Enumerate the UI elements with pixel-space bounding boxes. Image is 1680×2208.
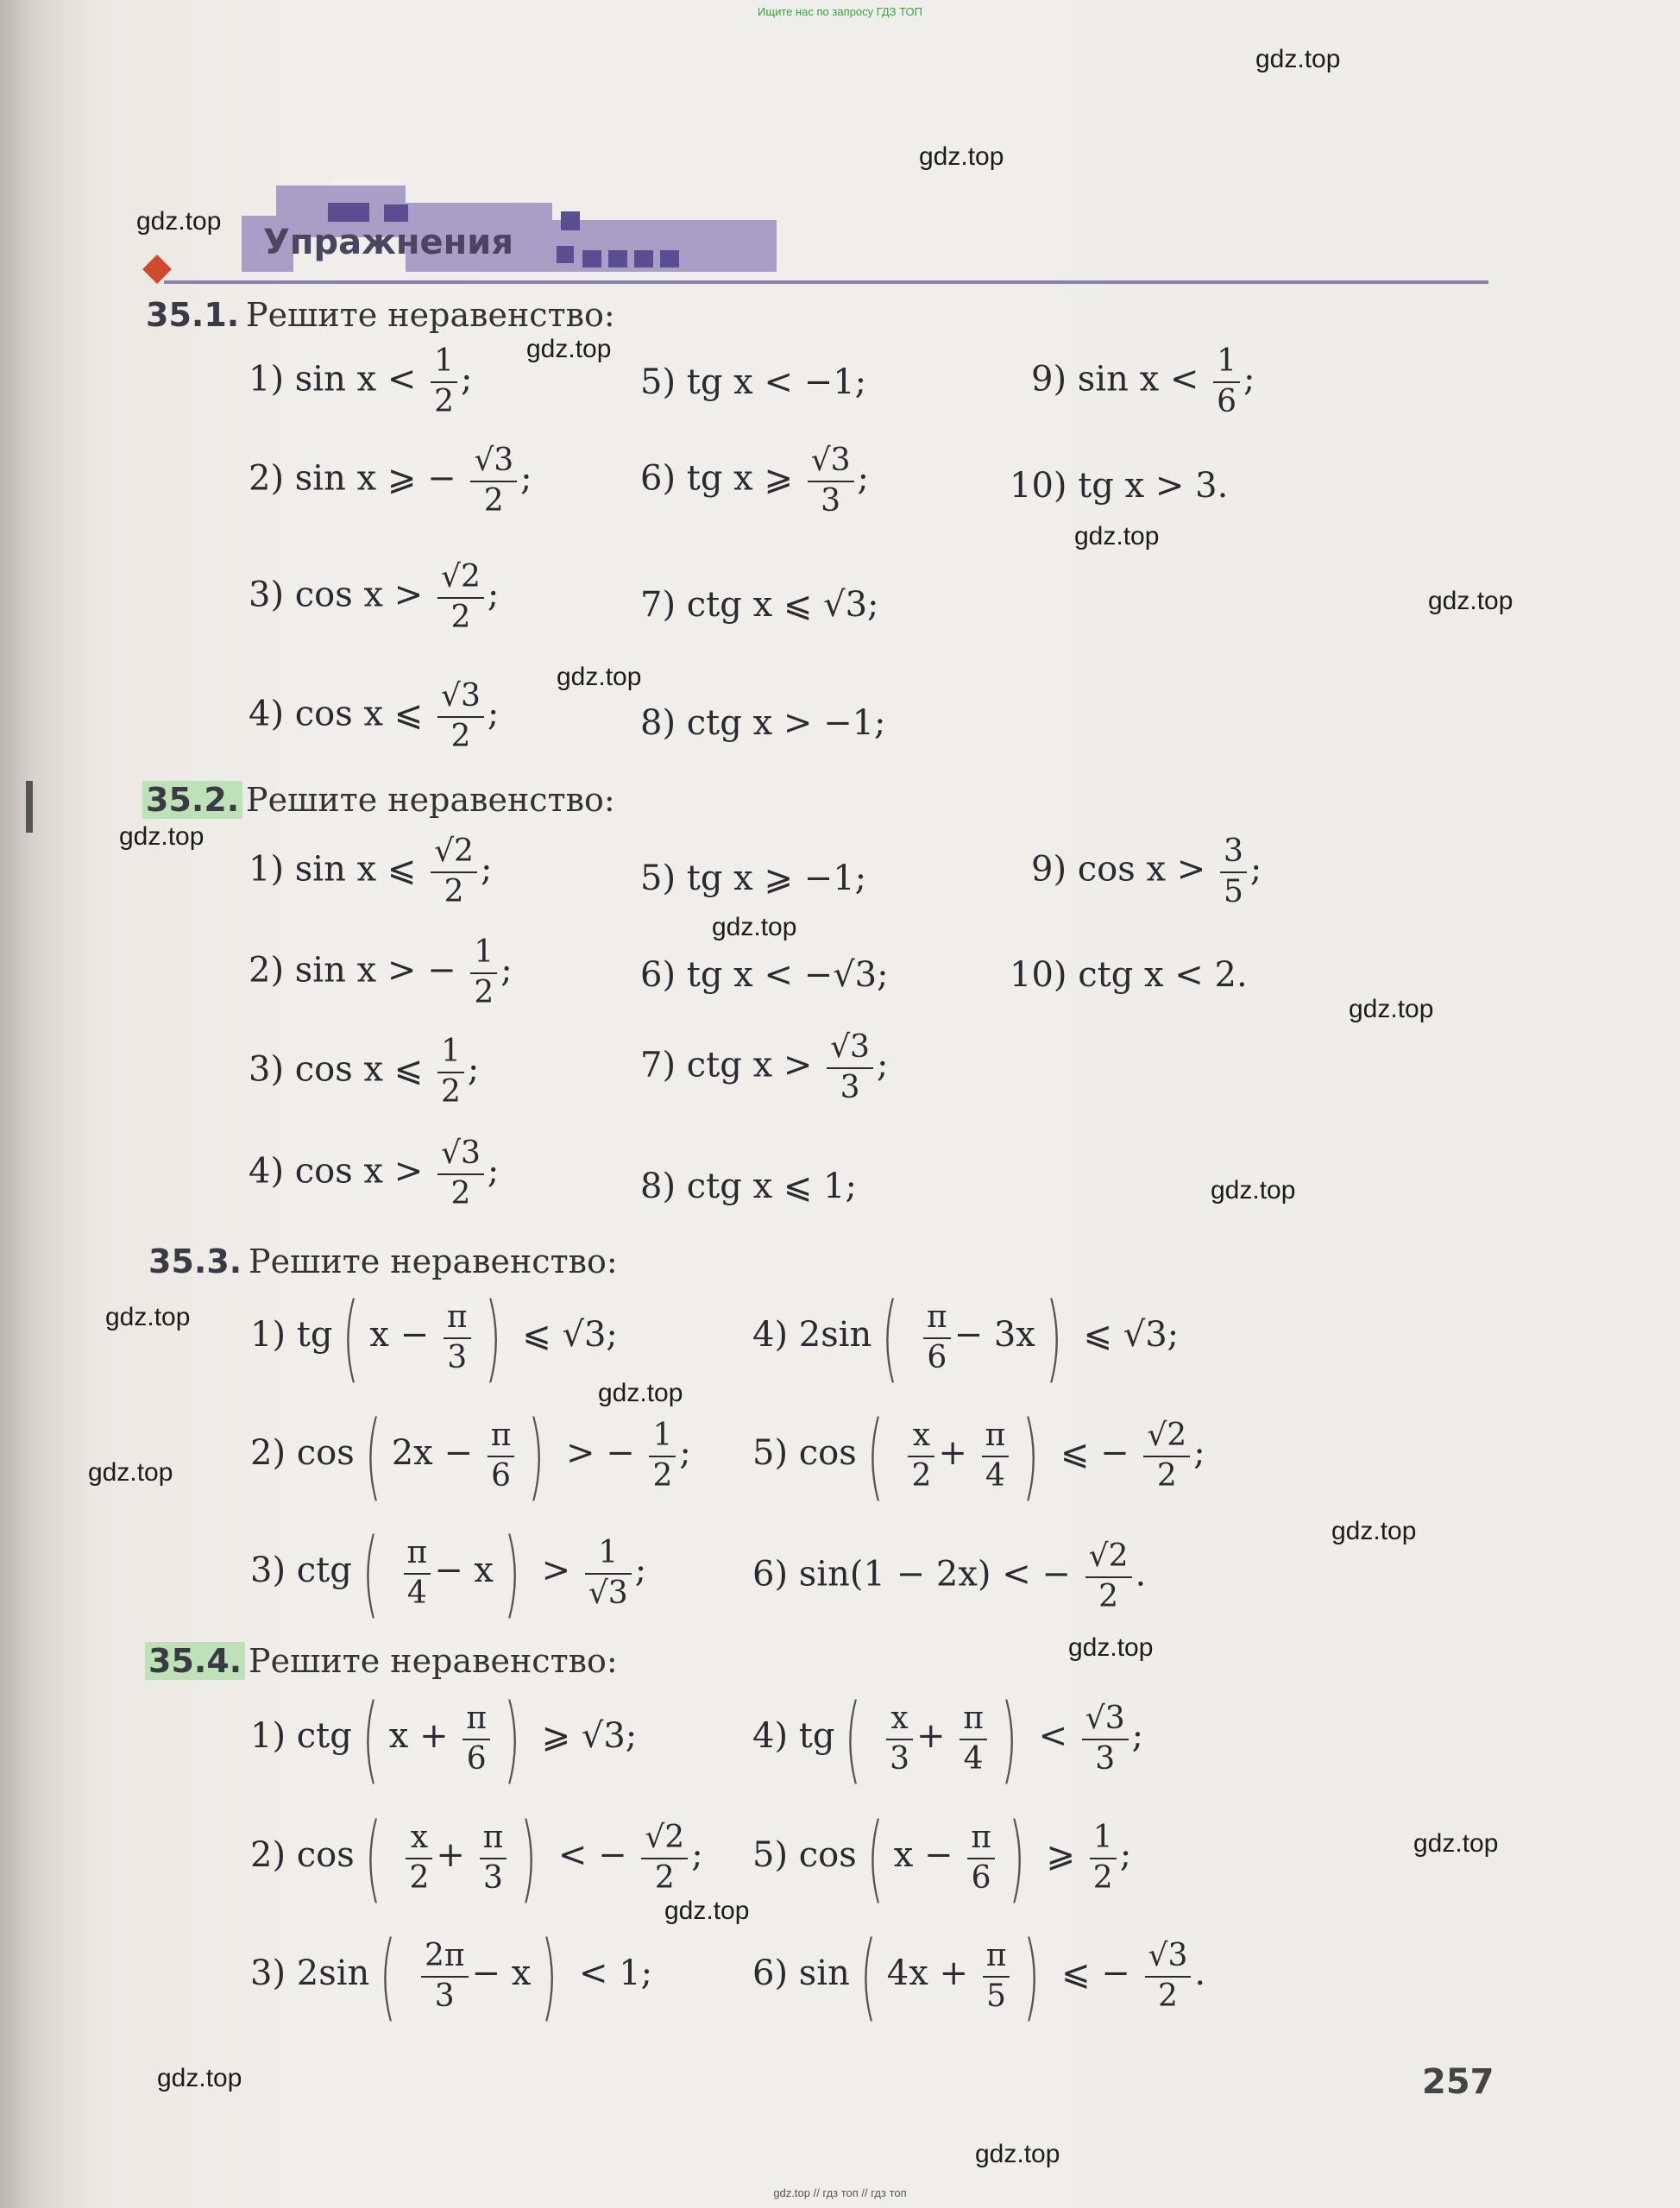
exercise-item: 4) cos x > $\frac{√3}{2}$ ;	[249, 1135, 500, 1211]
watermark: gdz.top	[157, 2064, 242, 2092]
exercise-title: Решите неравенство:	[249, 1242, 618, 1280]
exercise-item: 6) sin(1 − 2x) < − $\frac{√2}{2}$ .	[752, 1538, 1147, 1614]
watermark: gdz.top	[136, 207, 222, 236]
exercise-item: 6) tg x < −√3;	[640, 955, 889, 995]
exercise-number: 35.3.	[148, 1242, 242, 1280]
exercise-item: 4) tg ( $\frac{x}{3}$ + $\frac{\pi}{4}$ ) < $\frac{√3}{3}$ ;	[752, 1683, 1144, 1794]
binding-shadow	[26, 781, 33, 833]
exercise-item: 1) tg ( x − $\frac{\pi}{3}$ ) ⩽ √3;	[250, 1282, 618, 1393]
watermark: gdz.top	[1428, 587, 1513, 615]
exercise-title: Решите неравенство:	[246, 781, 615, 819]
exercise-item: 3) 2sin ( $\frac{2\pi}{3}$ − x ) < 1;	[250, 1921, 653, 2031]
exercise-title: Решите неравенство:	[246, 296, 615, 334]
top-search-note: Ищите нас по запросу ГДЗ ТОП	[758, 5, 922, 18]
watermark: gdz.top	[664, 1897, 750, 1925]
page-number: 257	[1422, 2062, 1494, 2102]
header-rule	[164, 280, 1488, 284]
bottom-note: gdz.top // гдз топ // гдз топ	[773, 2186, 907, 2199]
watermark: gdz.top	[1068, 1633, 1154, 1662]
watermark: gdz.top	[1211, 1176, 1296, 1205]
exercise-item: 6) tg x ⩾ $\frac{√3}{3}$ ;	[640, 443, 870, 519]
watermark: gdz.top	[919, 142, 1004, 171]
exercise-item: 9) cos x > $\frac{3}{5}$ ;	[1031, 834, 1262, 909]
section-title: Упражнения	[263, 223, 514, 262]
exercise-item: 7) ctg x > $\frac{√3}{3}$ ;	[640, 1029, 889, 1105]
watermark: gdz.top	[975, 2140, 1060, 2168]
exercise-item: 3) ctg ( $\frac{\pi}{4}$ − x ) > $\frac{1}{√3}$ ;	[250, 1518, 647, 1628]
exercise-item: 2) cos ( 2x − $\frac{\pi}{6}$ ) > − $\frac{1}{2}$ ;	[250, 1400, 691, 1511]
exercise-item: 2) sin x ⩾ − $\frac{√3}{2}$ ;	[249, 443, 532, 519]
exercise-item: 1) sin x ⩽ $\frac{√2}{2}$ ;	[249, 834, 493, 909]
watermark: gdz.top	[712, 913, 797, 941]
exercise-item: 5) cos ( x − $\frac{\pi}{6}$ ) ⩾ $\frac{1}{2}$ ;	[752, 1802, 1132, 1913]
watermark: gdz.top	[105, 1303, 191, 1331]
watermark: gdz.top	[1413, 1829, 1499, 1858]
exercise-item: 5) tg x < −1;	[640, 362, 867, 402]
exercise-number: 35.1.	[146, 296, 240, 334]
exercise-item: 1) sin x < $\frac{1}{2}$ ;	[249, 343, 473, 419]
diamond-icon	[142, 255, 172, 284]
exercise-item: 4) 2sin ( $\frac{\pi}{6}$ − 3x ) ⩽ √3;	[752, 1282, 1180, 1393]
exercise-item: 8) ctg x > −1;	[640, 703, 886, 743]
exercise-item: 6) sin ( 4x + $\frac{\pi}{5}$ ) ⩽ − $\frac{√3}{2}$ .	[752, 1921, 1206, 2031]
watermark: gdz.top	[598, 1379, 683, 1407]
exercise-item: 5) tg x ⩾ −1;	[640, 859, 867, 898]
watermark: gdz.top	[1255, 45, 1341, 73]
exercise-item: 1) ctg ( x + $\frac{\pi}{6}$ ) ⩾ √3;	[250, 1683, 638, 1794]
exercise-item: 5) cos ( $\frac{x}{2}$ + $\frac{\pi}{4}$ ) ⩽ − $\frac{√2}{2}$ ;	[752, 1400, 1205, 1511]
watermark: gdz.top	[88, 1458, 173, 1487]
exercise-number: 35.4.	[145, 1642, 245, 1680]
exercise-item: 2) cos ( $\frac{x}{2}$ + $\frac{\pi}{3}$ ) < − $\frac{√2}{2}$ ;	[250, 1802, 703, 1913]
exercise-item: 10) tg x > 3.	[1010, 466, 1229, 506]
exercise-item: 9) sin x < $\frac{1}{6}$ ;	[1031, 343, 1255, 419]
exercise-item: 2) sin x > − $\frac{1}{2}$ ;	[249, 934, 513, 1010]
watermark: gdz.top	[1074, 522, 1160, 550]
exercise-number: 35.2.	[142, 781, 242, 819]
exercise-item: 7) ctg x ⩽ √3;	[640, 585, 879, 625]
watermark: gdz.top	[526, 335, 612, 363]
watermark: gdz.top	[119, 822, 204, 851]
watermark: gdz.top	[557, 663, 642, 691]
exercise-item: 4) cos x ⩽ $\frac{√3}{2}$ ;	[249, 678, 500, 754]
exercise-item: 8) ctg x ⩽ 1;	[640, 1167, 858, 1206]
exercise-item: 3) cos x > $\frac{√2}{2}$ ;	[249, 559, 500, 635]
watermark: gdz.top	[1349, 995, 1434, 1023]
exercise-item: 3) cos x ⩽ $\frac{1}{2}$ ;	[249, 1034, 480, 1110]
watermark: gdz.top	[1331, 1517, 1417, 1545]
exercise-item: 10) ctg x < 2.	[1010, 955, 1248, 995]
exercise-title: Решите неравенство:	[249, 1642, 618, 1680]
